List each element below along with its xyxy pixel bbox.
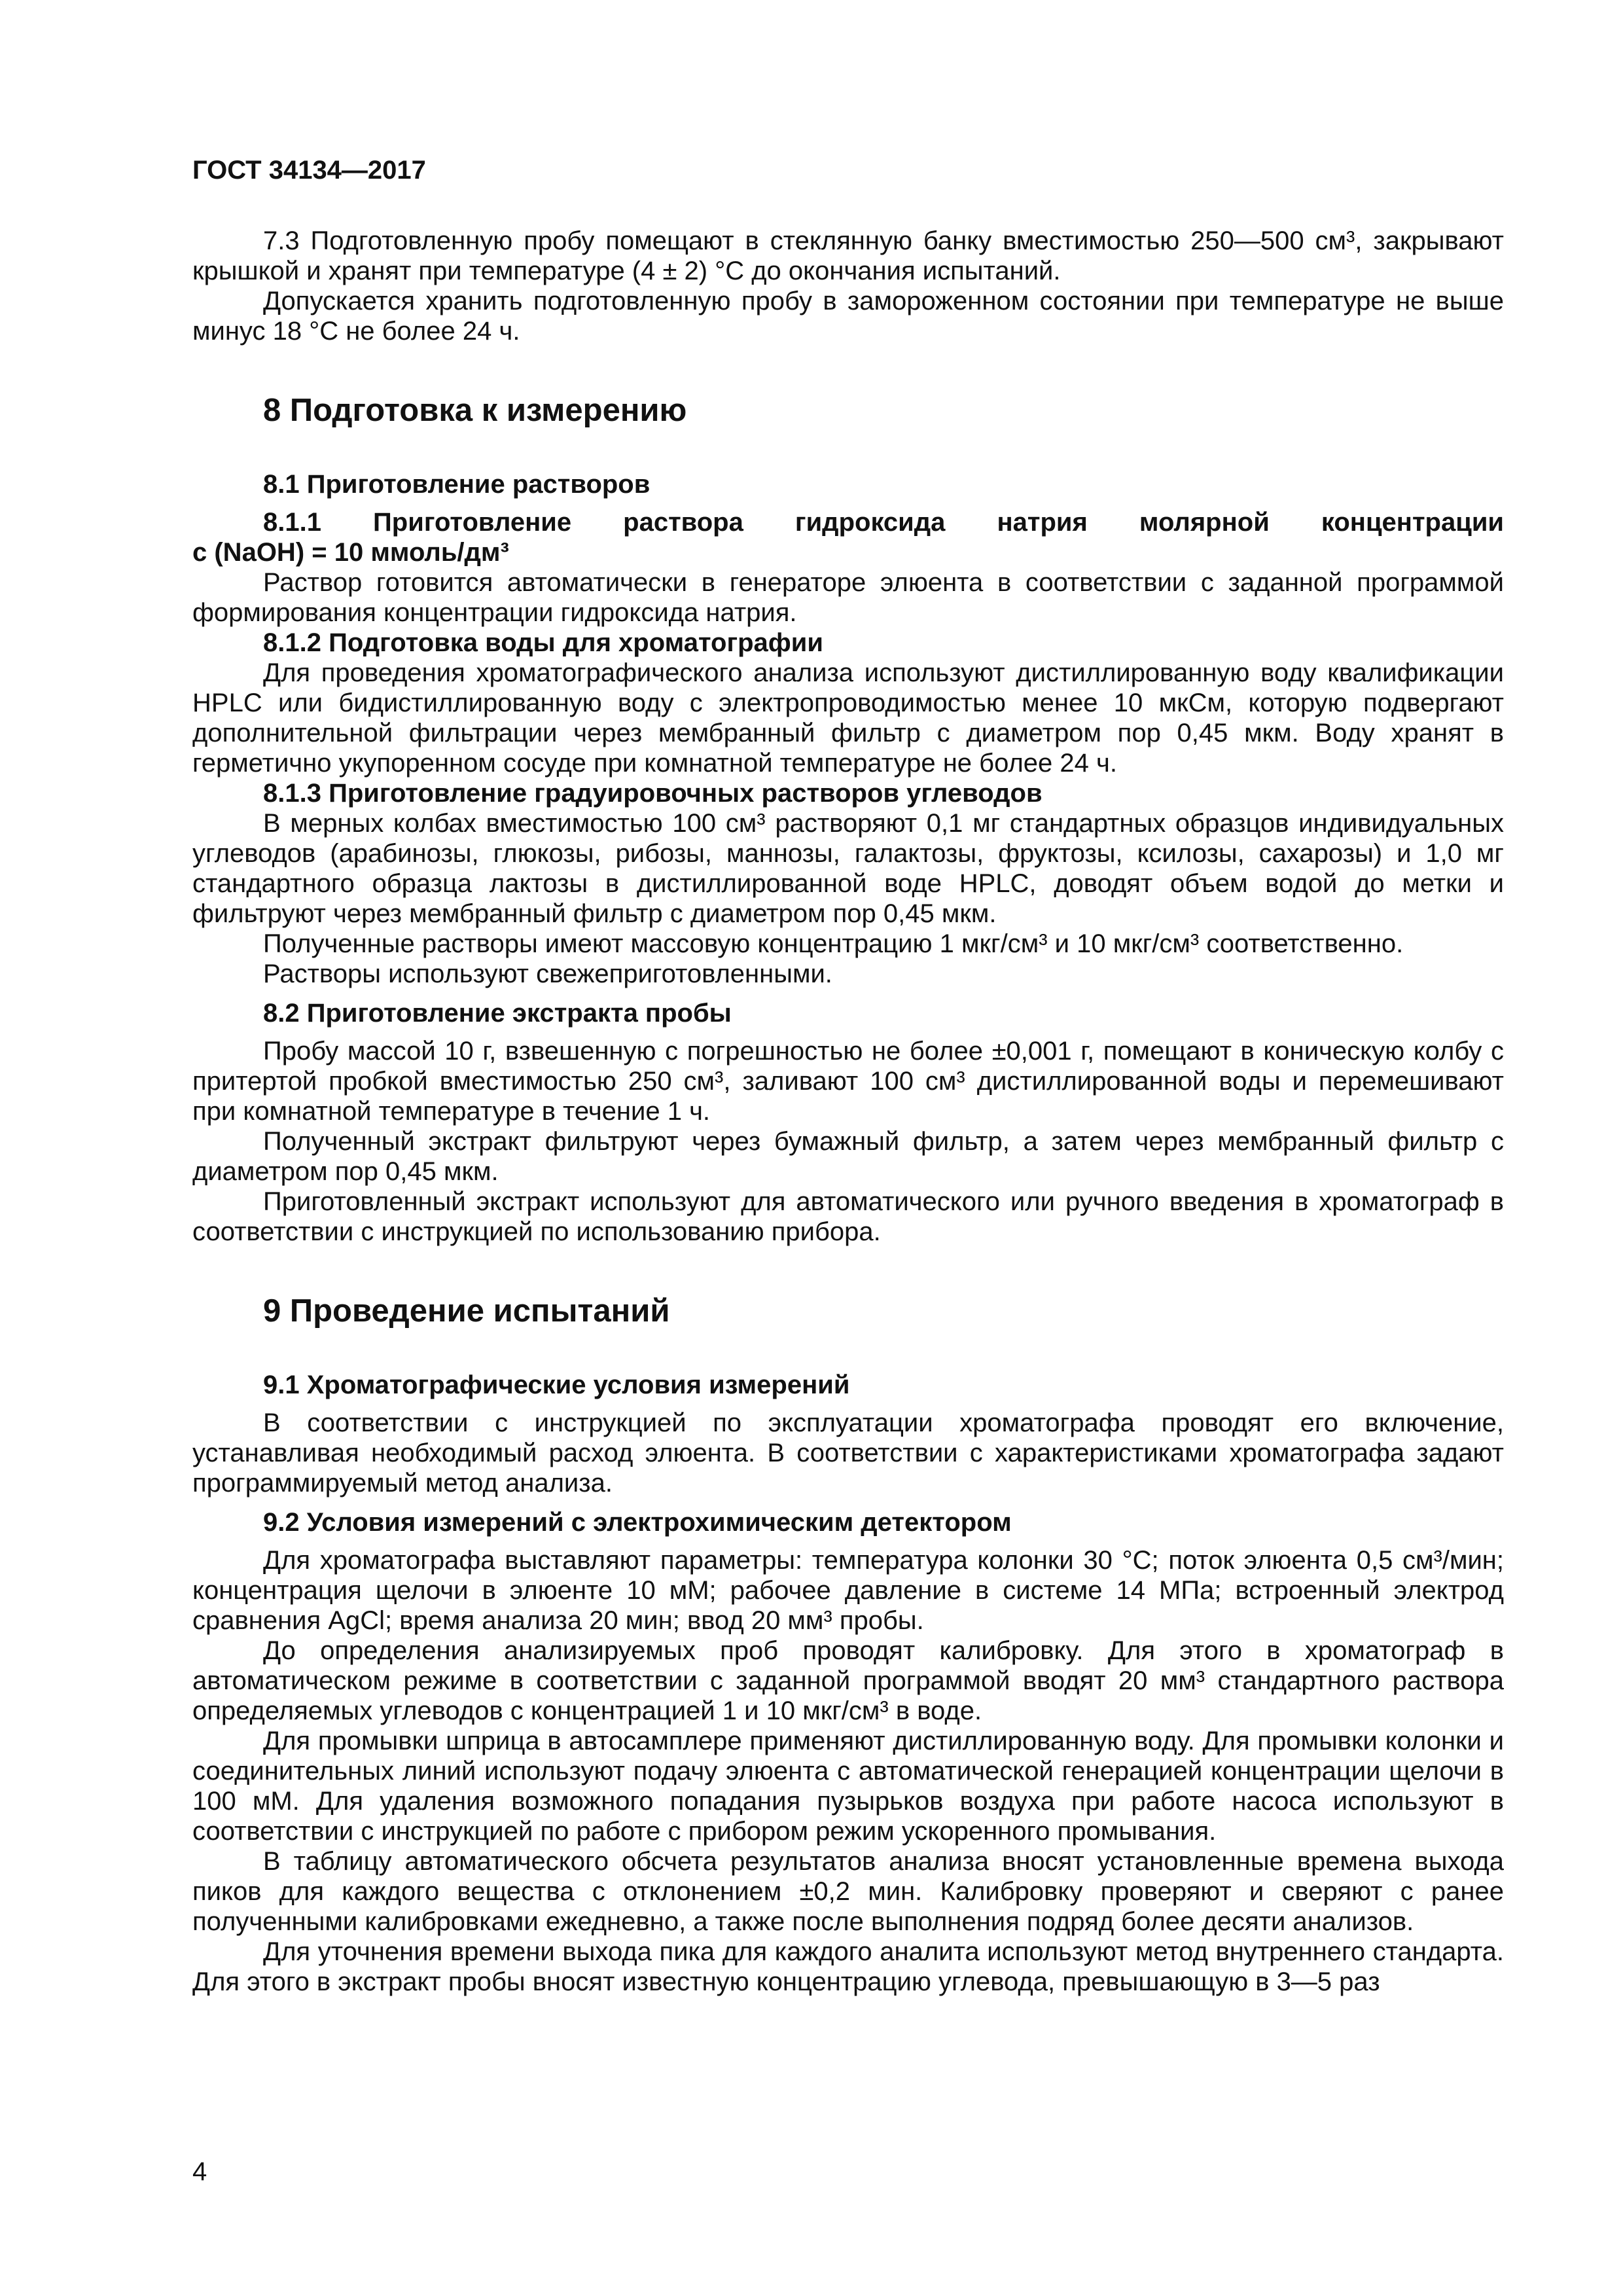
document-header: ГОСТ 34134—2017 xyxy=(192,156,426,185)
document-page xyxy=(192,156,1504,1997)
paragraph-7-3-frozen: Допускается хранить подготовленную пробу в замороженном состоянии при температуре не выше минус 18 °С не более 24 ч. xyxy=(192,287,1504,346)
paragraph-8-2-b: Полученный экстракт фильтруют через бумажный фильтр, а затем через мембранный фильтр с диаметром пор 0,45 мкм. xyxy=(192,1127,1504,1186)
paragraph-9-2-a: Для хроматографа выставляют параметры: температура колонки 30 °С; поток элюента 0,5 см³/мин; концентрация щелочи в элюенте 10 мМ; рабочее давление в системе 14 МПа; встроенный электрод сравнения AgCl; время анализа 20 мин; ввод 20 мм³ пробы. xyxy=(192,1546,1504,1635)
paragraph-9-1: В соответствии с инструкцией по эксплуатации хроматографа проводят его включение, устанавливая необходимый расход элюента. В соответствии с характеристиками хроматографа задают программируемый метод анализа. xyxy=(192,1408,1504,1498)
paragraph-9-2-d: В таблицу автоматического обсчета результатов анализа вносят установленные времена выхода пиков для каждого вещества с отклонением ±0,2 мин. Калибровку проверяют и сверяют с ранее полученными калибровками ежедневно, а также после выполнения подряд более десяти анализов. xyxy=(192,1847,1504,1936)
section-8-1-2-title: 8.1.2 Подготовка воды для хроматографии xyxy=(263,628,823,657)
paragraph-8-2-c: Приготовленный экстракт используют для автоматического или ручного введения в хроматограф в соответствии с инструкцией по использованию прибора. xyxy=(192,1187,1504,1246)
section-8-title: 8 Подготовка к измерению xyxy=(263,393,687,428)
paragraph-7-3: 7.3 Подготовленную пробу помещают в стеклянную банку вместимостью 250—500 см³, закрывают крышкой и хранят при температуре (4 ± 2) °С до окончания испытаний. xyxy=(192,226,1504,285)
paragraph-8-1-2: Для проведения хроматографического анализа используют дистиллированную воду квалификации HPLC или бидистиллированную воду с электропроводимостью менее 10 мкСм, которую подвергают дополнительной фильтрации через мембранный фильтр с диаметром пор 0,45 мкм. Воду хранят в герметично укупоренном сосуде при комнатной температуре не более 24 ч. xyxy=(192,658,1504,778)
section-8-1-1-formula: c (NaOH) = 10 ммоль/дм³ xyxy=(192,538,509,567)
paragraph-8-1-3-b: Полученные растворы имеют массовую концентрацию 1 мкг/см³ и 10 мкг/см³ соответственно. xyxy=(263,929,1404,958)
paragraph-8-1-3-c: Растворы используют свежеприготовленными. xyxy=(263,960,832,988)
section-8-1-3-title: 8.1.3 Приготовление градуировочных растворов углеводов xyxy=(263,779,1043,808)
section-8-1-title: 8.1 Приготовление растворов xyxy=(263,470,651,499)
section-9-2-title: 9.2 Условия измерений с электрохимическим детектором xyxy=(263,1508,1012,1537)
section-9-title: 9 Проведение испытаний xyxy=(263,1293,670,1329)
paragraph-8-1-3-a: В мерных колбах вместимостью 100 см³ растворяют 0,1 мг стандартных образцов индивидуальных углеводов (арабинозы, глюкозы, рибозы, маннозы, галактозы, фруктозы, ксилозы, сахарозы) и 1,0 мг стандартного образца лактозы в дистиллированной воде HPLC, доводят объем водой до метки и фильтруют через мембранный фильтр с диаметром пор 0,45 мкм. xyxy=(192,809,1504,928)
paragraph-9-2-e: Для уточнения времени выхода пика для каждого аналита используют метод внутреннего стандарта. Для этого в экстракт пробы вносят известную концентрацию углевода, превышающую в 3—5 раз xyxy=(192,1937,1504,1996)
paragraph-9-2-c: Для промывки шприца в автосамплере применяют дистиллированную воду. Для промывки колонки и соединительных линий используют подачу элюента с автоматической генерацией концентрации щелочи в 100 мМ. Для удаления возможного попадания пузырьков воздуха при работе насоса используют в соответствии с инструкцией по работе с прибором режим ускоренного промывания. xyxy=(192,1727,1504,1846)
section-8-1-1-title: 8.1.1 Приготовление раствора гидроксида натрия молярной концентрации xyxy=(263,508,1504,537)
paragraph-9-2-b: До определения анализируемых проб проводят калибровку. Для этого в хроматограф в автоматическом режиме в соответствии с заданной программой вводят 20 мм³ стандартного раствора определяемых углеводов с концентрацией 1 и 10 мкг/см³ в воде. xyxy=(192,1636,1504,1725)
paragraph-8-1-1: Раствор готовится автоматически в генераторе элюента в соответствии с заданной программой формирования концентрации гидроксида натрия. xyxy=(192,568,1504,627)
section-8-2-title: 8.2 Приготовление экстракта пробы xyxy=(263,999,732,1028)
section-9-1-title: 9.1 Хроматографические условия измерений xyxy=(263,1371,850,1399)
page-number: 4 xyxy=(192,2157,207,2186)
paragraph-8-2-a: Пробу массой 10 г, взвешенную с погрешностью не более ±0,001 г, помещают в коническую колбу с притертой пробкой вместимостью 250 см³, заливают 100 см³ дистиллированной воды и перемешивают при комнатной температуре в течение 1 ч. xyxy=(192,1037,1504,1126)
